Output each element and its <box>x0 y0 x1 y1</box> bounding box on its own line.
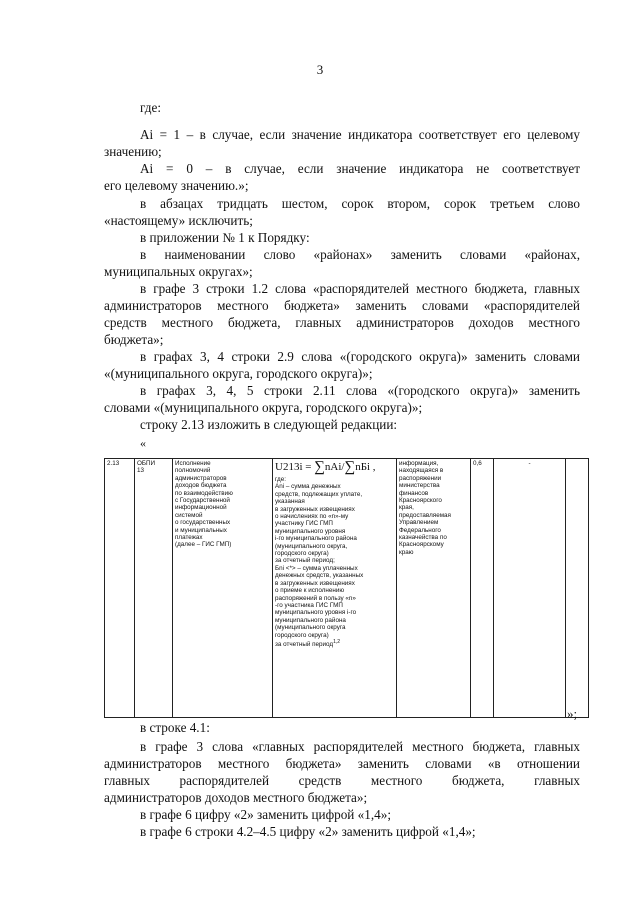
table-row <box>105 459 589 718</box>
cell-indicator-name: Исполнение полномочий администраторов доходов бюджета по взаимодействию с Государственной информационной системой о государственных и муниципальных платежах (далее – ГИС ГМП) <box>173 459 273 718</box>
text-line: в графах 3, 4 строки 2.9 слова «(городского округа)» заменить словами <box>140 349 580 364</box>
text-line: в строке 4.1: <box>140 720 210 735</box>
text-line: в графе 6 строки 4.2–4.5 цифру «2» заменить цифрой «1,4»; <box>140 824 476 839</box>
cell-data-source: информация, находящаяся в распоряжении министерства финансов Красноярского края, предоставляемая Управлением Федерального казначейства по Красноярскому краю <box>397 459 471 718</box>
text-line: словами «(муниципального округа, городского округа)»; <box>104 400 423 415</box>
text-line: строку 2.13 изложить в следующей редакции: <box>140 417 398 432</box>
open-quote: « <box>140 436 146 450</box>
indicator-table <box>104 458 589 718</box>
cell-weight: 0,6 <box>471 459 494 718</box>
text-line: его целевому значению.»; <box>104 178 249 193</box>
cell-row-number: 2.13 <box>105 459 135 718</box>
cell-indicator-code: ОБПИ 13 <box>135 459 173 718</box>
text-line: в графе 6 цифру «2» заменить цифрой «1,4»; <box>140 807 392 822</box>
text-line: администраторов доходов местного бюджета»; <box>104 790 368 805</box>
text-line: «(муниципального округа, городского округа)»; <box>104 366 373 381</box>
text-line: в графах 3, 4, 5 строки 2.11 слова «(городского округа)» заменить <box>140 383 580 398</box>
text-line: значению; <box>104 144 162 159</box>
text-line: «настоящему» исключить; <box>104 213 253 228</box>
text-line: в наименовании слово «районах» заменить словами «районах, <box>140 247 580 262</box>
cell-formula <box>273 459 397 718</box>
text-line: в графе 3 строки 1.2 слова «распорядителей местного бюджета, главных <box>140 281 580 296</box>
text-line: средств местного бюджета, главных администраторов доходов местного <box>104 315 580 330</box>
close-quote: »; <box>567 706 578 721</box>
formula: U213i = ∑nAi/∑nБi , <box>275 459 376 475</box>
text-line: где: <box>140 100 161 115</box>
cell-column-8 <box>566 459 589 718</box>
cell-column-7: - <box>494 459 566 718</box>
page-number: 3 <box>316 62 324 77</box>
text-line: в абзацах тридцать шестом, сорок втором, сорок третьем слово <box>140 196 580 211</box>
text-line: администраторов местного бюджета» заменить словами «в отношении <box>104 756 580 771</box>
text-line: бюджета»; <box>104 332 164 347</box>
text-line: муниципальных округах»; <box>104 264 253 279</box>
text-line: в приложении № 1 к Порядку: <box>140 230 310 245</box>
formula-description: где: Ani – сумма денежных средств, подлежащих уплате, указанная в загруженных извещениях о начислениях по «n»-му участнику ГИС ГМП муниципального уровня i-го муниципального района (муниципального округа, городского округа) за отчетный период; Бni <*> – сумма уплаченных денежных средств, указанных в загруженных извещениях о приеме к исполнению распоряжений в пользу «n» -го участника ГИС ГМП муниципального уровня i-го муниципального района (муниципального округа городского округа) за отчетный период$^{1,2}$ <box>275 476 364 649</box>
text-line: Ai = 1 – в случае, если значение индикатора соответствует его целевому <box>140 127 580 142</box>
text-line: Ai = 0 – в случае, если значение индикатора не соответствует <box>140 161 580 176</box>
text-line: администраторов местного бюджета» заменить словами «распорядителей <box>104 298 580 313</box>
text-line: главных распорядителей средств местного бюджета, главных <box>104 773 580 788</box>
text-line: в графе 3 слова «главных распорядителей местного бюджета, главных <box>140 739 580 754</box>
